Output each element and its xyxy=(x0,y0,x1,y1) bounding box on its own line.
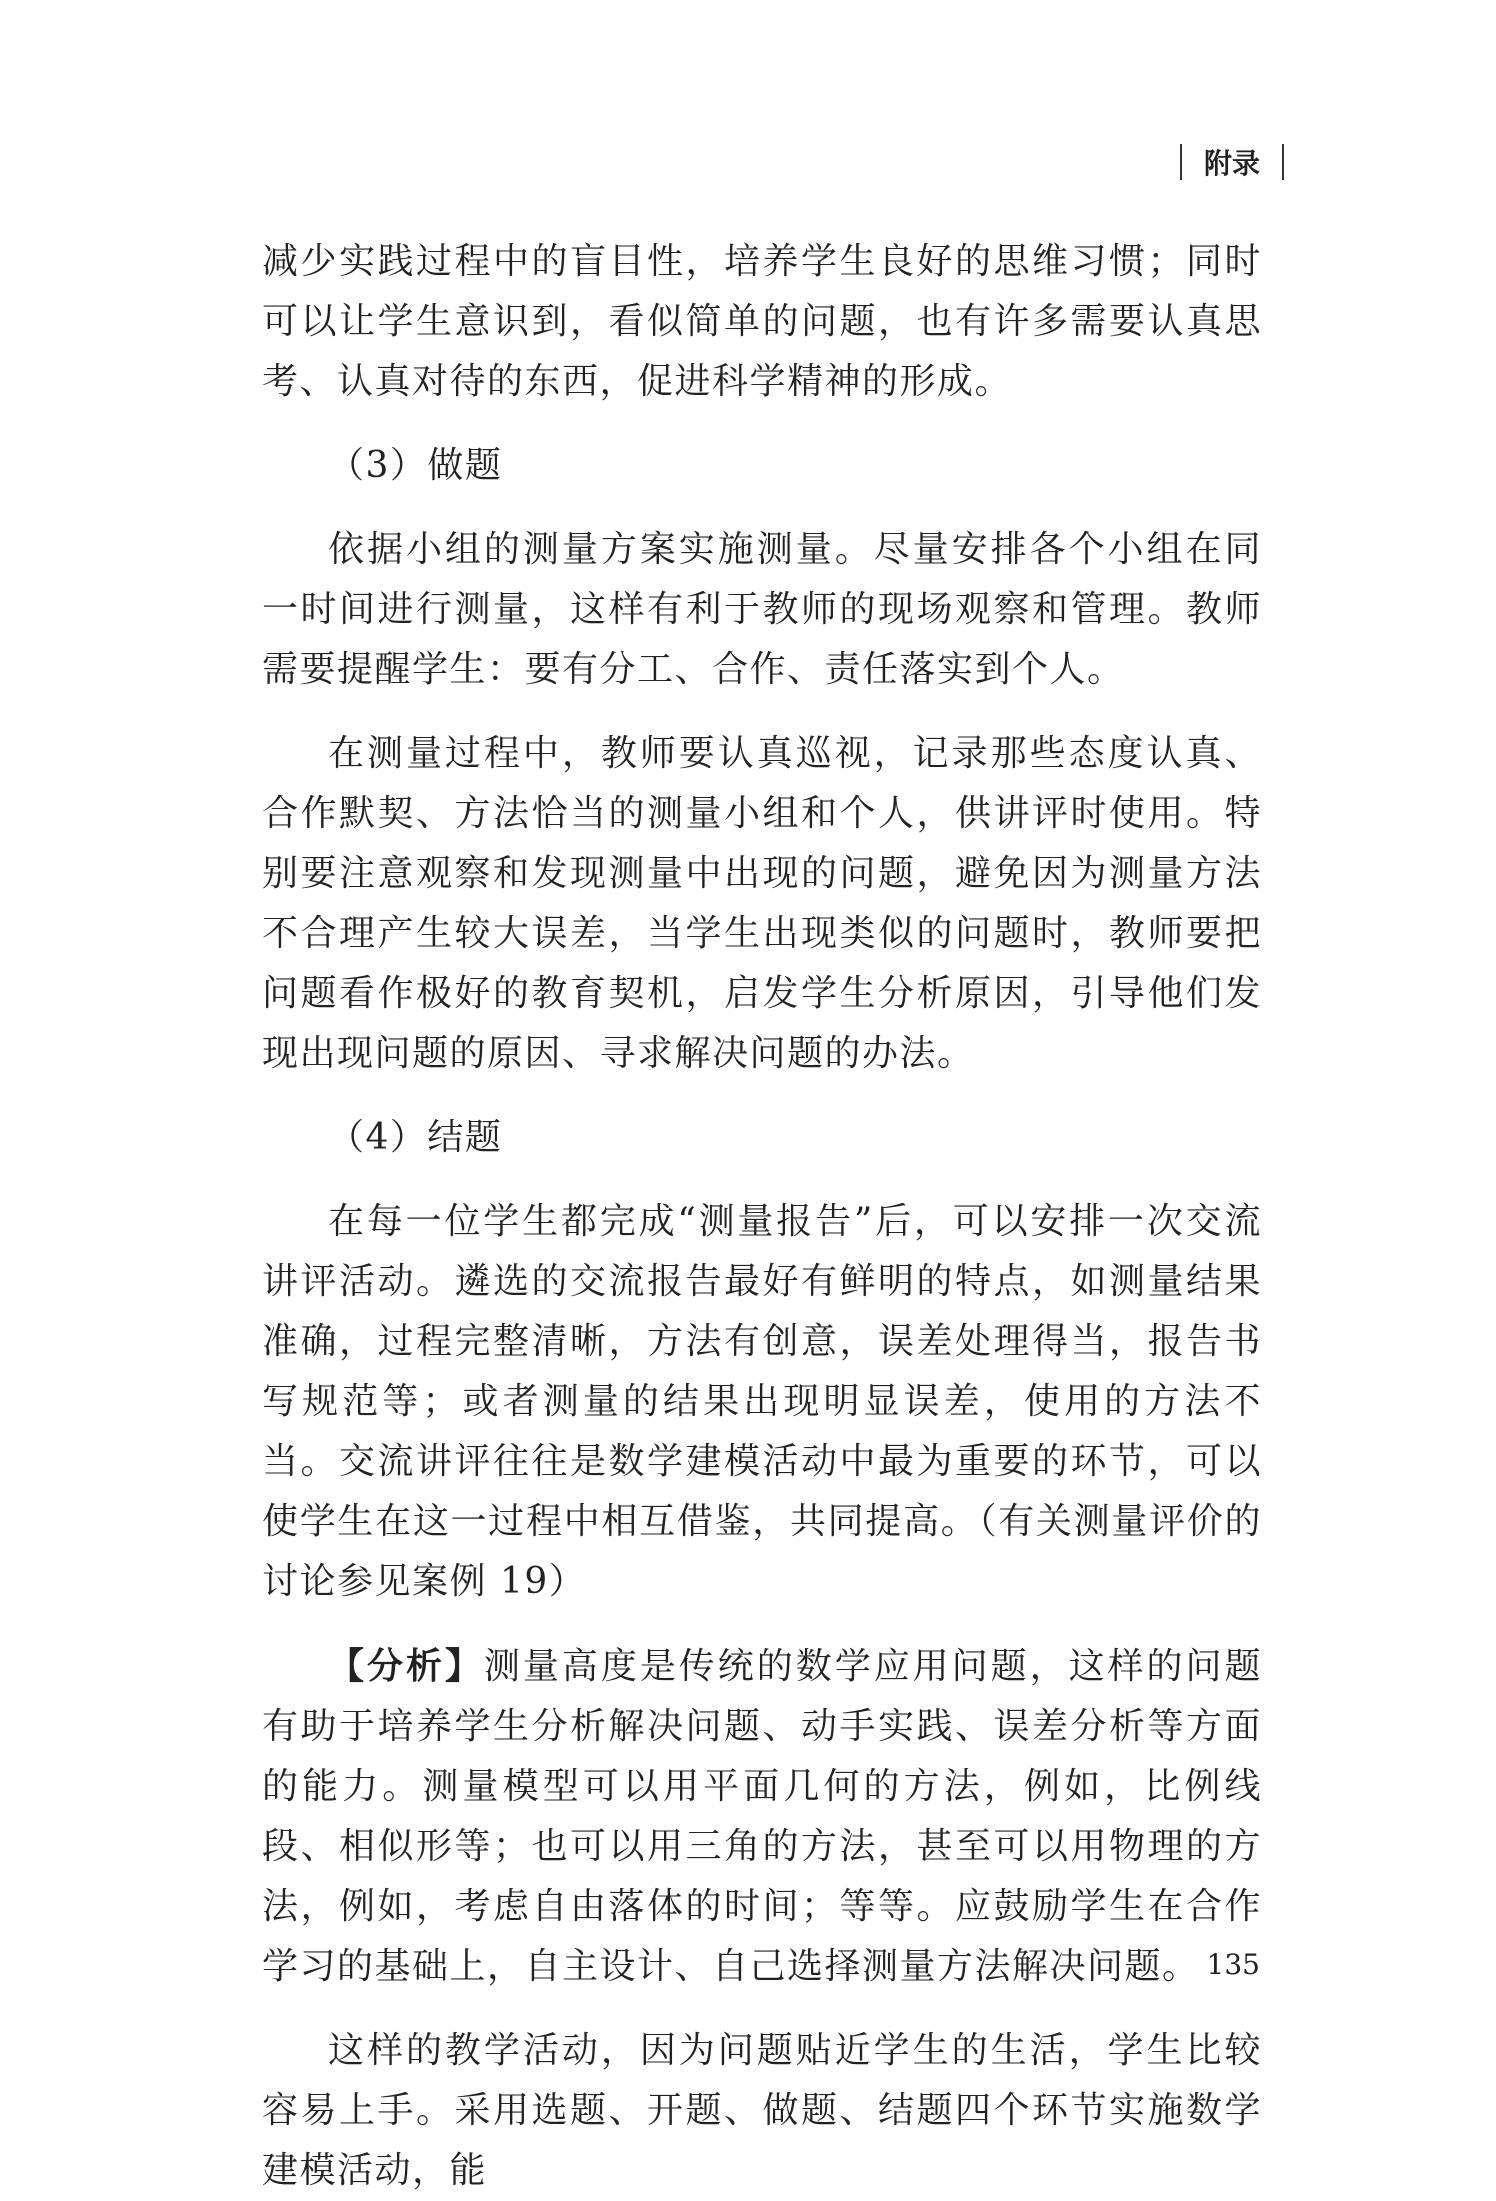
header-section-title: 附录 xyxy=(1203,147,1260,180)
header-divider-right xyxy=(1282,144,1284,180)
section-heading-4: （4）结题 xyxy=(328,1117,503,1158)
analysis-text: 测量高度是传统的数学应用问题，这样的问题有助于培养学生分析解决问题、动手实践、误差分析等方面的能力。测量模型可以用平面几何的方法，例如，比例线段、相似形等；也可以用三角的方法，甚至可以用物理的方法，例如，考虑自由落体的时间；等等。应鼓励学生在合作学习的基础上，自主设计、自己选择测量方法解决问题。 xyxy=(262,1646,1262,1987)
analysis-label: 【分析】 xyxy=(328,1645,484,1687)
page-number: 135 xyxy=(1206,1948,1260,1981)
header-divider-left xyxy=(1180,144,1182,180)
paragraph-doing-task: 依据小组的测量方案实施测量。尽量安排各个小组在同一时间进行测量，这样有利于教师的现场观察和管理。教师需要提醒学生：要有分工、合作、责任落实到个人。 xyxy=(262,529,1262,690)
paragraph-measurement-process: 在测量过程中，教师要认真巡视，记录那些态度认真、合作默契、方法恰当的测量小组和个人，供讲评时使用。特别要注意观察和发现测量中出现的问题，避免因为测量方法不合理产生较大误差，当学生出现类似的问题时，教师要把问题看作极好的教育契机，启发学生分析原因，引导他们发现出现问题的原因、寻求解决问题的办法。 xyxy=(262,733,1262,1074)
paragraph-conclusion: 在每一位学生都完成“测量报告”后，可以安排一次交流讲评活动。遴选的交流报告最好有鲜明的特点，如测量结果准确，过程完整清晰，方法有创意，误差处理得当，报告书写规范等；或者测量的结果出现明显误差，使用的方法不当。交流讲评往往是数学建模活动中最为重要的环节，可以使学生在这一过程中相互借鉴，共同提高。（有关测量评价的讨论参见案例 19） xyxy=(262,1201,1262,1602)
paragraph-continued: 减少实践过程中的盲目性，培养学生良好的思维习惯；同时可以让学生意识到，看似简单的问题，也有许多需要认真思考、认真对待的东西，促进科学精神的形成。 xyxy=(262,241,1262,402)
section-heading-3: （3）做题 xyxy=(328,445,503,486)
running-header xyxy=(1180,142,1284,182)
page-body xyxy=(262,232,1262,2201)
paragraph-teaching-activity: 这样的教学活动，因为问题贴近学生的生活，学生比较容易上手。采用选题、开题、做题、结题四个环节实施数学建模活动，能 xyxy=(262,2030,1262,2191)
paragraph-analysis xyxy=(262,1636,1262,1997)
